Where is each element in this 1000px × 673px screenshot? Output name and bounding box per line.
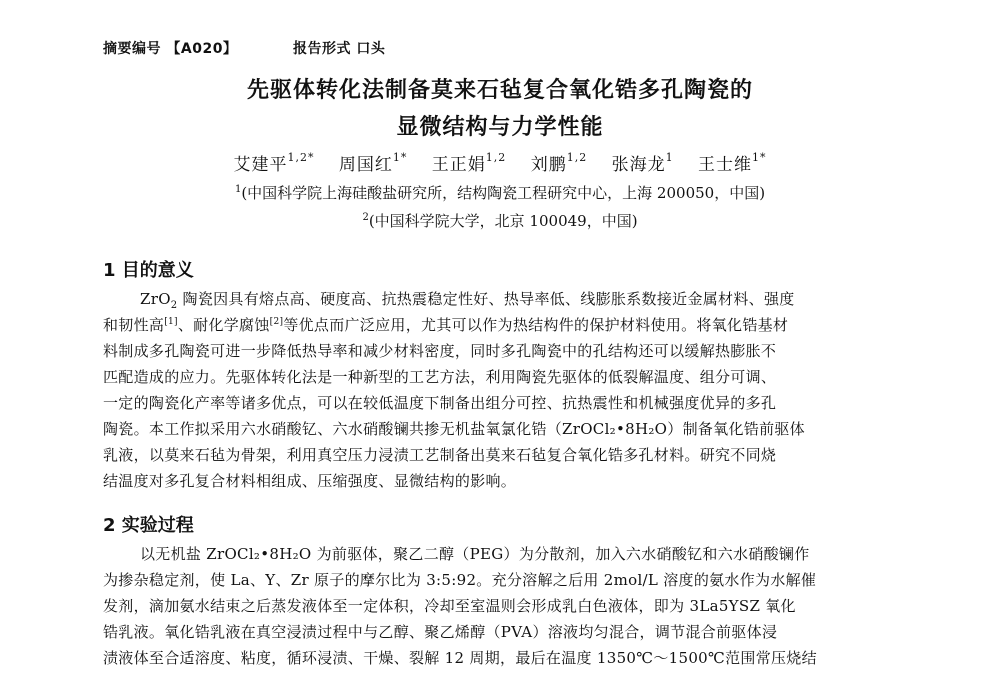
- body-line: 和韧性高[1]、耐化学腐蚀[2]等优点而广泛应用，尤其可以作为热结构件的保护材料使用。将氧化锆基材: [103, 316, 789, 334]
- author: 周国红$^{1*}$: [338, 151, 408, 175]
- body-line: 以无机盐 ZrOCl₂•8H₂O 为前驱体，聚乙二醇（PEG）为分散剂，加入六水硝酸钇和六水硝酸镧作: [140, 545, 810, 563]
- body-line: 为掺杂稳定剂，使 La、Y、Zr 原子的摩尔比为 3:5:92。充分溶解之后用 2mol/L 溶度的氨水作为水解催: [103, 571, 817, 589]
- section-heading-experiment: 2 实验过程: [103, 515, 194, 536]
- section-heading-purpose: 1 目的意义: [103, 260, 194, 281]
- affiliation-1: $^1$(中国科学院上海硅酸盐研究所，结构陶瓷工程研究中心，上海 200050，中国): [234, 184, 766, 202]
- body-line: 结温度对多孔复合材料相组成、压缩强度、显微结构的影响。: [103, 472, 517, 490]
- author-list: [0, 150, 1000, 175]
- body-line: 锆乳液。氧化锆乳液在真空浸渍过程中与乙醇、聚乙烯醇（PVA）溶液均匀混合，调节混合前驱体浸: [103, 623, 778, 641]
- body-line: 匹配造成的应力。先驱体转化法是一种新型的工艺方法，利用陶瓷先驱体的低裂解温度、组分可调、: [103, 368, 777, 386]
- abstract-meta: [103, 38, 386, 58]
- body-line: 陶瓷。本工作拟采用六水硝酸钇、六水硝酸镧共掺无机盐氧氯化锆（ZrOCl₂•8H₂O）制备氧化锆前驱体: [103, 420, 805, 438]
- body-line: ZrO$_2$ 陶瓷因具有熔点高、硬度高、抗热震稳定性好、热导率低、线膨胀系数接近金属材料、强度: [140, 290, 795, 311]
- body-line: 料制成多孔陶瓷可进一步降低热导率和减少材料密度，同时多孔陶瓷中的孔结构还可以缓解热膨胀不: [103, 342, 777, 360]
- author: 艾建平$^{1,2*}$: [233, 151, 315, 175]
- report-format: 报告形式 口头: [293, 41, 386, 57]
- abstract-code: 摘要编号 【A020】: [103, 41, 238, 57]
- body-line: 渍液体至合适溶度、粘度，循环浸渍、干燥、裂解 12 周期，最后在温度 1350℃～1500℃范围常压烧结: [103, 649, 817, 667]
- paper-title-line-1: 先驱体转化法制备莫来石毡复合氧化锆多孔陶瓷的: [246, 78, 753, 103]
- author: 张海龙$^1$: [611, 151, 674, 175]
- body-line: 乳液，以莫来石毡为骨架，利用真空压力浸渍工艺制备出莫来石毡复合氧化锆多孔材料。研究不同烧: [103, 446, 777, 464]
- body-line: 一定的陶瓷化产率等诸多优点，可以在较低温度下制备出组分可控、抗热震性和机械强度优异的多孔: [103, 394, 777, 412]
- author: 王士维$^{1*}$: [698, 151, 767, 175]
- author: 王正娟$^{1,2}$: [431, 151, 507, 175]
- affiliation-2: $^2$(中国科学院大学，北京 100049，中国): [362, 212, 638, 230]
- paper-title-line-2: 显微结构与力学性能: [396, 115, 604, 140]
- author: 刘鹏$^{1,2}$: [530, 151, 588, 175]
- body-line: 发剂，滴加氨水结束之后蒸发液体至一定体积，冷却至室温则会形成乳白色液体，即为 3La5YSZ 氧化: [103, 597, 796, 615]
